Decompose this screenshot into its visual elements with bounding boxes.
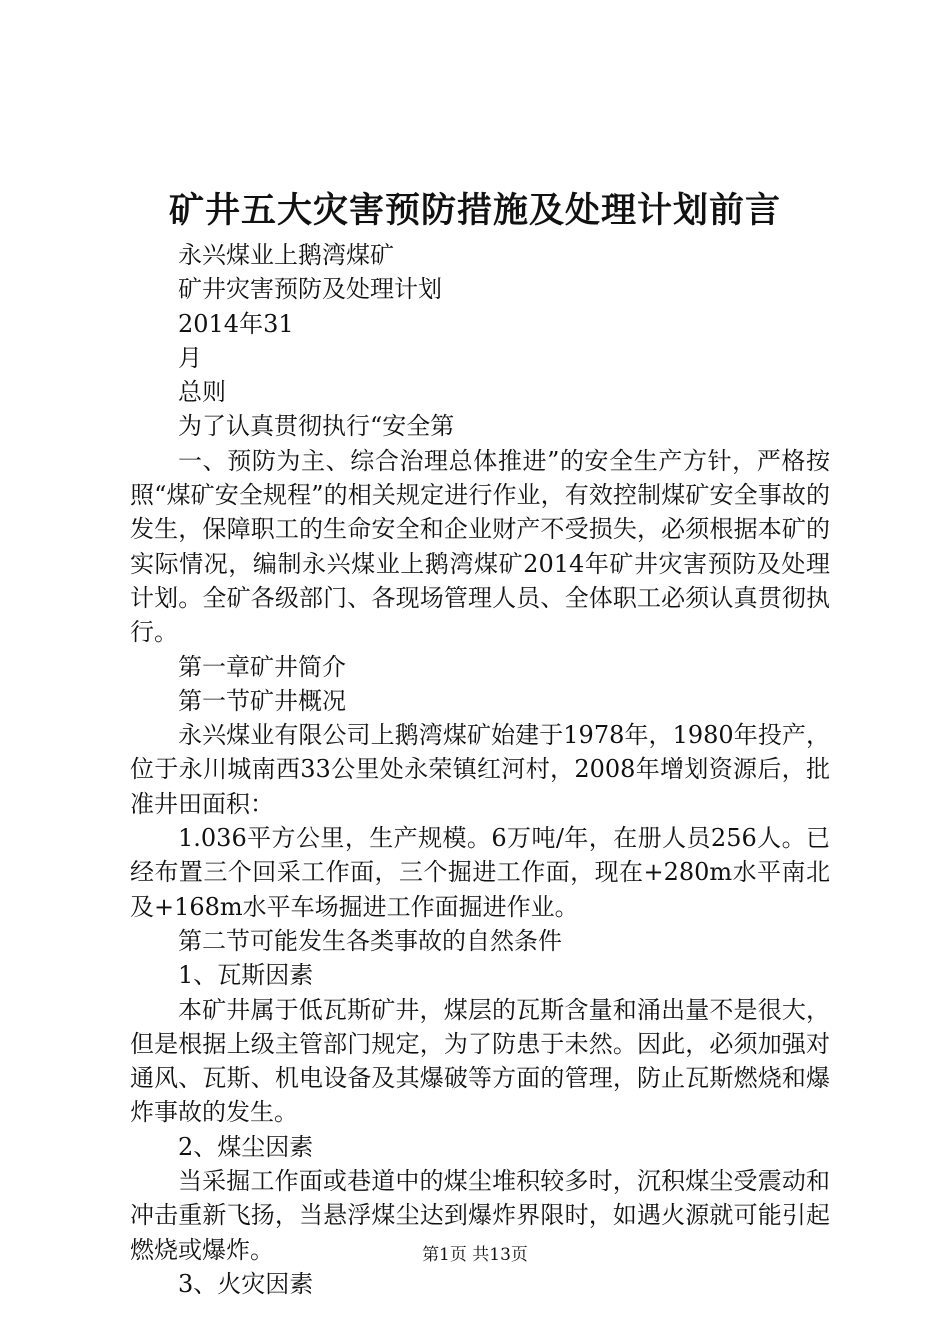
paragraph-section-2: 第二节可能发生各类事故的自然条件 (178, 926, 562, 955)
paragraph-section-1: 第一节矿井概况 (178, 686, 346, 715)
paragraph-company: 永兴煤业上鹅湾煤矿 (178, 241, 394, 269)
paragraph-general-heading: 总则 (178, 378, 226, 407)
paragraph-chapter-1: 第一章矿井简介 (178, 652, 346, 681)
paragraph-gas-body: 本矿井属于低瓦斯矿井，煤层的瓦斯含量和涌出量不是很大，但是根据上级主管部门规定，为了防患于未然。因此，必须加强对通风、瓦斯、机电设备及其爆破等方面的管理，防止瓦斯燃烧和爆炸事故的发生。 (130, 995, 830, 1127)
paragraph-gas-heading: 1、瓦斯因素 (178, 961, 314, 990)
paragraph-mine-overview: 永兴煤业有限公司上鹅湾煤矿始建于1978年，1980年投产，位于永川城南西33公里处永荣镇红河村，2008年增划资源后，批准井田面积： (130, 721, 830, 818)
paragraph-intro-start: 为了认真贯彻执行“安全第 (178, 412, 455, 441)
document-body (130, 238, 830, 1301)
paragraph-dust-body: 当采掘工作面或巷道中的煤尘堆积较多时，沉积煤尘受震动和冲击重新飞扬，当悬浮煤尘达到爆炸界限时，如遇火源就可能引起燃烧或爆炸。 (130, 1167, 830, 1264)
paragraph-dust-heading: 2、煤尘因素 (178, 1132, 314, 1161)
paragraph-intro-body: 一、预防为主、综合治理总体推进”的安全生产方针，严格按照“煤矿安全规程”的相关规定进行作业，有效控制煤矿安全事故的发生，保障职工的生命安全和企业财产不受损失，必须根据本矿的实际情况，编制永兴煤业上鹅湾煤矿2014年矿井灾害预防及处理计划。全矿各级部门、各现场管理人员、全体职工必须认真贯彻执行。 (130, 446, 830, 647)
document-title: 矿井五大灾害预防措施及处理计划前言 (168, 190, 781, 231)
paragraph-mine-scale: 1.036平方公里，生产规模。6万吨/年，在册人员256人。已经布置三个回采工作面，三个掘进工作面，现在+280m水平南北及+168m水平车场掘进工作面掘进作业。 (130, 824, 830, 921)
paragraph-fire-heading: 3、火灾因素 (178, 1269, 314, 1298)
paragraph-plan-name: 矿井灾害预防及处理计划 (178, 275, 442, 304)
page-number-footer: 第1页 共13页 (422, 1245, 528, 1265)
paragraph-date-year: 2014年31 (178, 309, 294, 338)
paragraph-date-month: 月 (178, 343, 202, 372)
